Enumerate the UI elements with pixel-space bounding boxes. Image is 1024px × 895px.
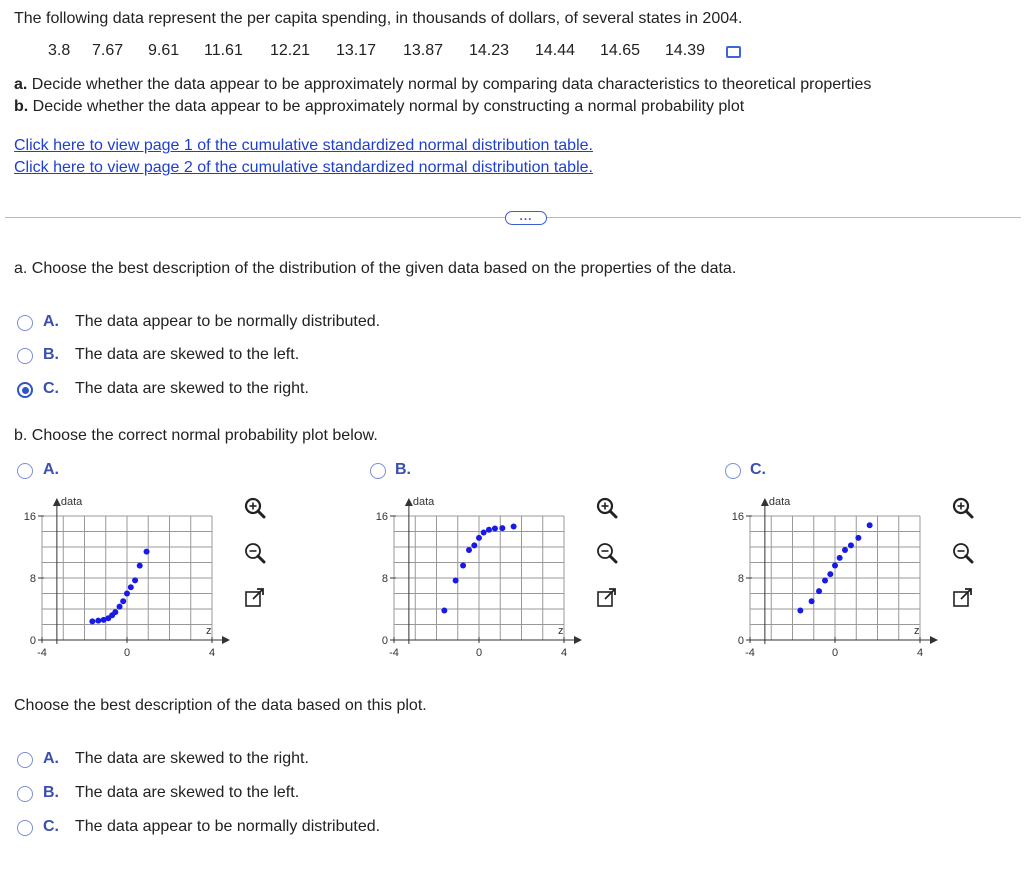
zoom-in-icon[interactable] <box>242 495 268 521</box>
zoom-out-icon[interactable] <box>594 540 620 566</box>
y-tick-label: 0 <box>737 635 744 647</box>
x-axis-arrow <box>930 636 938 644</box>
y-axis-arrow <box>761 498 769 506</box>
x-axis-arrow <box>574 636 582 644</box>
data-value: 12.21 <box>270 42 311 59</box>
data-point <box>842 547 848 553</box>
y-tick-label: 8 <box>737 573 744 585</box>
data-point <box>837 555 843 561</box>
followup-radio-c[interactable] <box>17 820 33 836</box>
data-point <box>476 535 482 541</box>
y-tick-label: 16 <box>375 511 388 523</box>
normal-probability-plot-b <box>372 488 582 663</box>
data-value: 14.44 <box>535 42 576 59</box>
radio-c-selected[interactable] <box>17 382 33 398</box>
data-value: 14.65 <box>600 42 641 59</box>
y-axis-label: data <box>60 496 83 508</box>
data-value: 13.17 <box>336 42 377 59</box>
data-point <box>867 522 873 528</box>
y-tick-label: 16 <box>731 511 744 523</box>
open-popup-icon[interactable] <box>594 585 620 611</box>
data-point <box>137 563 143 569</box>
y-axis-arrow <box>405 498 413 506</box>
x-tick-label: -4 <box>37 647 47 659</box>
x-axis-label: z <box>206 625 212 637</box>
data-value: 3.8 <box>48 42 71 59</box>
data-point <box>128 584 134 590</box>
plot-radio-c[interactable] <box>725 463 741 479</box>
question-intro: The following data represent the per capita spending, in thousands of dollars, of several states in 2004. <box>14 10 743 27</box>
copy-data-icon[interactable] <box>726 46 741 58</box>
expand-more-button[interactable]: ... <box>505 211 547 225</box>
data-point <box>499 525 505 531</box>
x-axis-arrow <box>222 636 230 644</box>
data-value: 14.39 <box>665 42 706 59</box>
data-value: 7.67 <box>92 42 124 59</box>
x-tick-label: -4 <box>745 647 755 659</box>
data-value: 9.61 <box>148 42 180 59</box>
y-tick-label: 16 <box>23 511 36 523</box>
part-b-instruction: b. Decide whether the data appear to be approximately normal by constructing a normal probability plot <box>14 98 745 115</box>
x-tick-label: 0 <box>123 647 131 659</box>
y-axis-label: data <box>412 496 435 508</box>
zoom-in-icon[interactable] <box>950 495 976 521</box>
data-point <box>112 609 118 615</box>
y-tick-label: 0 <box>381 635 388 647</box>
y-tick-label: 8 <box>381 573 388 585</box>
normal-probability-plot-a <box>20 488 230 663</box>
data-point <box>481 530 487 536</box>
data-point <box>95 618 101 624</box>
open-popup-icon[interactable] <box>242 585 268 611</box>
followup-prompt: Choose the best description of the data based on this plot. <box>14 697 427 714</box>
x-tick-label: 0 <box>475 647 483 659</box>
plot-radio-a[interactable] <box>17 463 33 479</box>
data-point <box>822 578 828 584</box>
part-b-prompt: b. Choose the correct normal probability plot below. <box>14 427 378 444</box>
data-point <box>855 535 861 541</box>
y-axis-arrow <box>53 498 61 506</box>
x-tick-label: -4 <box>389 647 399 659</box>
radio-a[interactable] <box>17 315 33 331</box>
data-value: 14.23 <box>469 42 510 59</box>
data-point <box>827 571 833 577</box>
data-point <box>466 547 472 553</box>
data-point <box>471 542 477 548</box>
data-point <box>120 598 126 604</box>
part-a-instruction: a. Decide whether the data appear to be approximately normal by comparing data characteristics to theoretical properties <box>14 76 872 93</box>
data-point <box>809 598 815 604</box>
open-popup-icon[interactable] <box>950 585 976 611</box>
data-point <box>797 608 803 614</box>
data-point <box>492 525 498 531</box>
part-a-prompt: a. Choose the best description of the distribution of the given data based on the properties of the data. <box>14 260 737 277</box>
data-point <box>486 527 492 533</box>
followup-radio-a[interactable] <box>17 752 33 768</box>
radio-b[interactable] <box>17 348 33 364</box>
data-value: 13.87 <box>403 42 444 59</box>
data-point <box>124 591 130 597</box>
data-point <box>89 618 95 624</box>
data-point <box>511 523 517 529</box>
data-point <box>117 604 123 610</box>
y-axis-label: data <box>768 496 791 508</box>
data-point <box>132 577 138 583</box>
data-point <box>848 542 854 548</box>
data-point <box>453 578 459 584</box>
zoom-out-icon[interactable] <box>950 540 976 566</box>
data-point <box>460 563 466 569</box>
x-tick-label: 4 <box>560 647 568 659</box>
data-point <box>832 563 838 569</box>
data-values-row <box>0 42 760 62</box>
x-tick-label: 4 <box>916 647 924 659</box>
data-point <box>144 549 150 555</box>
data-value: 11.61 <box>204 42 243 59</box>
y-tick-label: 8 <box>29 573 36 585</box>
x-tick-label: 4 <box>208 647 216 659</box>
plot-radio-b[interactable] <box>370 463 386 479</box>
y-tick-label: 0 <box>29 635 36 647</box>
data-point <box>441 608 447 614</box>
data-point <box>816 588 822 594</box>
zoom-in-icon[interactable] <box>594 495 620 521</box>
x-axis-label: z <box>558 625 564 637</box>
x-axis-label: z <box>914 625 920 637</box>
x-tick-label: 0 <box>831 647 839 659</box>
table-page1-link[interactable]: Click here to view page 1 of the cumulative standardized normal distribution table. <box>14 137 593 154</box>
followup-radio-b[interactable] <box>17 786 33 802</box>
zoom-out-icon[interactable] <box>242 540 268 566</box>
normal-probability-plot-c <box>728 488 938 663</box>
table-page2-link[interactable]: Click here to view page 2 of the cumulative standardized normal distribution table. <box>14 159 593 176</box>
